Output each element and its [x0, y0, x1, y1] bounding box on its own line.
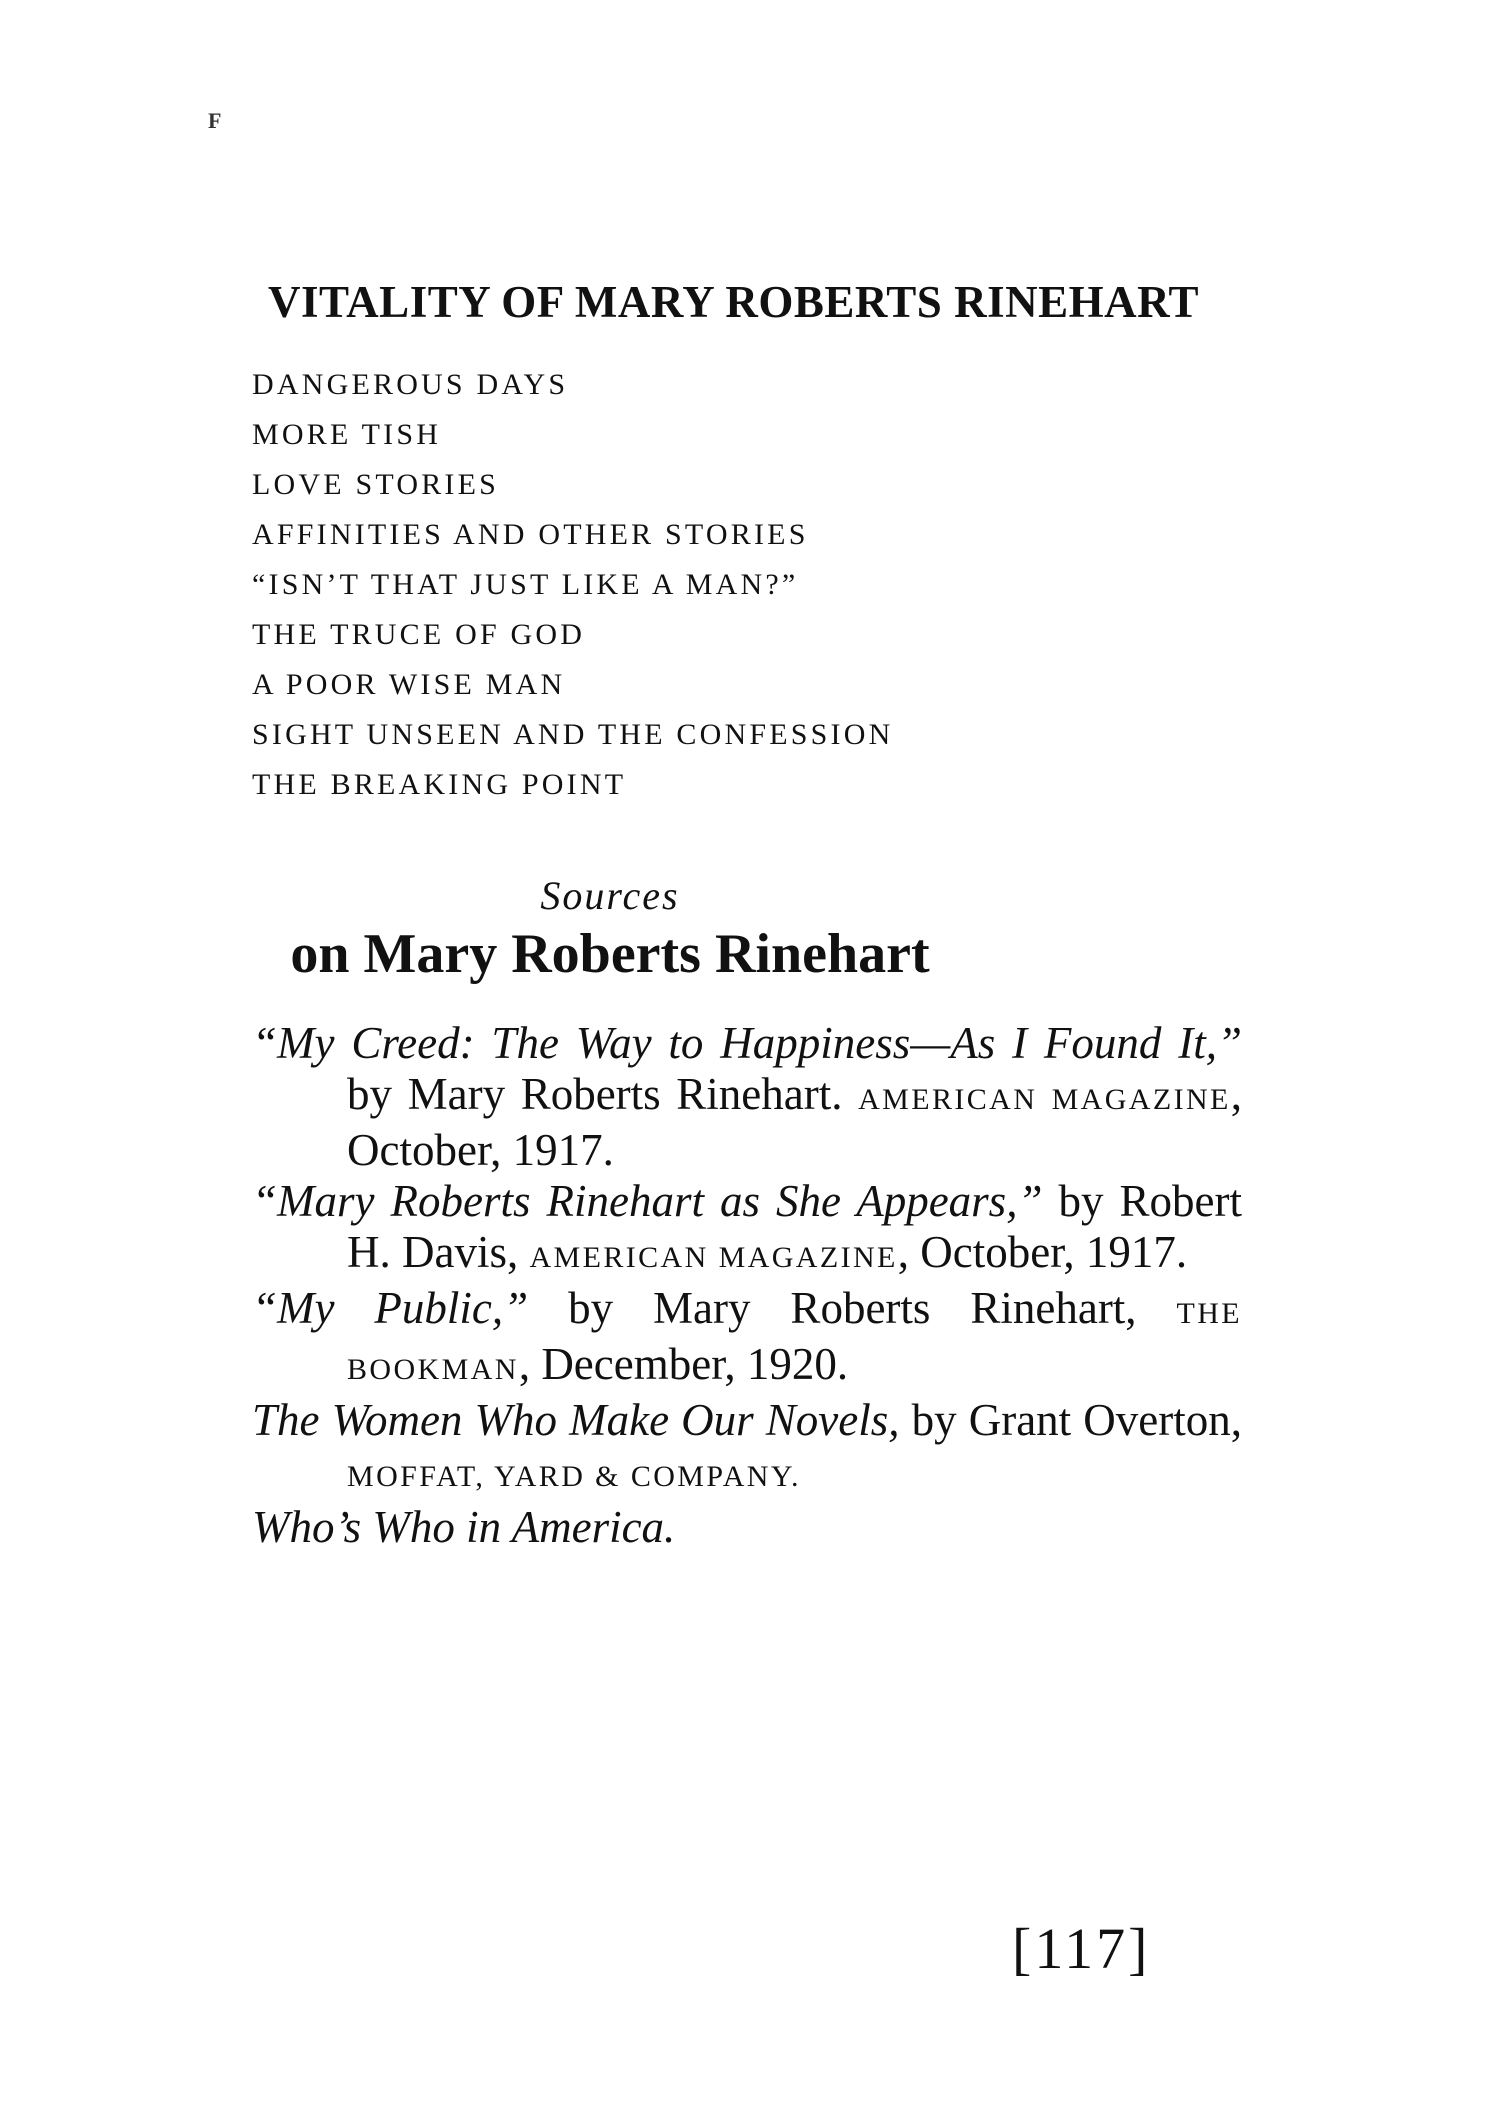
- work-item: SIGHT UNSEEN AND THE CONFESSION: [252, 718, 894, 751]
- source-author: by Mary Roberts Rinehart.: [347, 1069, 859, 1119]
- source-title: The Women Who Make Our Novels,: [252, 1395, 900, 1445]
- work-item: MORE TISH: [252, 418, 442, 451]
- page-number: [117]: [1012, 1916, 1151, 1981]
- work-item: THE TRUCE OF GOD: [252, 618, 586, 651]
- source-entry: [252, 1395, 1242, 1502]
- sources-kicker: Sources: [540, 873, 680, 918]
- source-date: , December, 1920.: [518, 1339, 849, 1389]
- source-author: by Mary Roberts Rinehart,: [528, 1283, 1177, 1333]
- source-title: “My Creed: The Way to Happiness—As I Found It,”: [252, 1018, 1242, 1068]
- source-title: “Mary Roberts Rinehart as She Appears,”: [252, 1176, 1043, 1226]
- source-entry: [252, 1176, 1242, 1283]
- source-date: , October, 1917.: [347, 1069, 1242, 1175]
- source-entry: [252, 1283, 1242, 1395]
- source-title: “My Public,”: [252, 1283, 529, 1333]
- source-publication: THE BOOKMAN: [347, 1297, 1242, 1386]
- work-item: DANGEROUS DAYS: [252, 368, 569, 401]
- work-item: THE BREAKING POINT: [252, 768, 627, 801]
- source-publication: AMERICAN MAGAZINE: [529, 1241, 898, 1274]
- work-item: LOVE STORIES: [252, 468, 500, 501]
- source-publication: MOFFAT, YARD & COMPANY.: [347, 1460, 801, 1493]
- work-item: A POOR WISE MAN: [252, 668, 566, 701]
- source-entry: [252, 1502, 1242, 1558]
- sources-heading: on Mary Roberts Rinehart: [290, 923, 930, 985]
- works-list: [252, 360, 893, 810]
- work-item: “ISN’T THAT JUST LIKE A MAN?”: [252, 568, 799, 601]
- works-title: VITALITY OF MARY ROBERTS RINEHART: [268, 277, 1200, 327]
- page-mark: F: [208, 108, 222, 133]
- source-title: Who’s Who in America.: [252, 1502, 676, 1552]
- source-entry: [252, 1018, 1242, 1176]
- source-author: by Grant Overton,: [899, 1395, 1242, 1445]
- work-item: AFFINITIES AND OTHER STORIES: [252, 518, 809, 551]
- sources-list: [252, 1018, 1242, 1558]
- source-publication: AMERICAN MAGAZINE: [858, 1083, 1231, 1116]
- source-author: by Robert H. Davis,: [347, 1176, 1242, 1277]
- source-date: , October, 1917.: [897, 1227, 1188, 1277]
